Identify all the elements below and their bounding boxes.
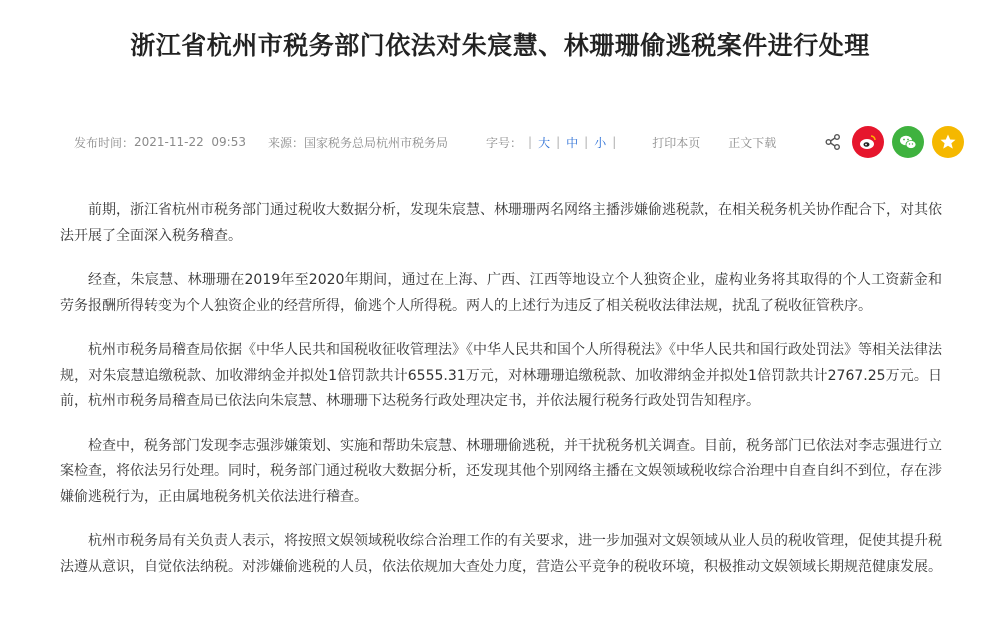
- divider: |: [612, 135, 617, 149]
- article-title: 浙江省杭州市税务部门依法对朱宸慧、林珊珊偷逃税案件进行处理: [130, 31, 870, 60]
- print-page-link[interactable]: 打印本页: [652, 135, 701, 150]
- source-label: 来源：: [267, 135, 304, 150]
- article-paragraph-4: 检查中，税务部门发现李志强涉嫌策划、实施和帮助朱宸慧、林珊珊偷逃税，并干扰税务机关调查。目前，税务部门已依法对李志强进行立案检查，将依法另行处理。同时，税务部门通过税收大数据分析，还发现其他个别网络主播在文娱领域税收综合治理中自查自纠不到位，存在涉嫌偷逃税行为，正由属地税务机关依法进行稽查。: [60, 437, 942, 505]
- font-size-selector: [486, 134, 622, 151]
- font-size-label: 字号：: [486, 135, 523, 150]
- article-paragraph-1: 前期，浙江省杭州市税务部门通过税收大数据分析，发现朱宸慧、林珊珊两名网络主播涉嫌偷逃税款，在相关税务机关协作配合下，对其依法开展了全面深入税务稽查。: [60, 202, 942, 244]
- star-icon[interactable]: [932, 126, 964, 158]
- source-name: 国家税务总局杭州市税务局: [303, 135, 448, 150]
- divider: |: [584, 135, 589, 149]
- font-size-small-button[interactable]: 小: [594, 135, 607, 150]
- article-paragraph-3: 杭州市税务局稽查局依据《中华人民共和国税收征收管理法》《中华人民共和国个人所得税法》《中华人民共和国行政处罚法》等相关法律法规，对朱宸慧追缴税款、加收滞纳金并拟处1倍罚款共计6555.31万元，对林珊珊追缴税款、加收滞纳金并拟处1倍罚款共计2767.25万元。日前，杭州市税务局稽查局已依法向朱宸慧、林珊珊下达税务行政处理决定书，并依法履行税务行政处罚告知程序。: [60, 342, 942, 409]
- divider: |: [556, 135, 561, 149]
- font-size-medium-button[interactable]: 中: [566, 135, 579, 150]
- divider: |: [528, 135, 533, 149]
- article-meta-bar: [74, 130, 776, 154]
- publish-time: 2021-11-22 09:53: [134, 135, 246, 149]
- share-icon[interactable]: [824, 133, 842, 151]
- download-text-link[interactable]: 正文下载: [728, 135, 777, 150]
- wechat-icon[interactable]: [892, 126, 924, 158]
- font-size-large-button[interactable]: 大: [538, 135, 551, 150]
- weibo-icon[interactable]: [852, 126, 884, 158]
- publish-time-label: 发布时间：: [74, 135, 135, 150]
- article-body: [60, 198, 942, 599]
- article-paragraph-2: 经查，朱宸慧、林珊珊在2019年至2020年期间，通过在上海、广西、江西等地设立个人独资企业，虚构业务将其取得的个人工资薪金和劳务报酬所得转变为个人独资企业的经营所得，偷逃个人所得税。两人的上述行为违反了相关税收法律法规，扰乱了税收征管秩序。: [60, 272, 942, 314]
- article-paragraph-5: 杭州市税务局有关负责人表示，将按照文娱领域税收综合治理工作的有关要求，进一步加强对文娱领域从业人员的税收管理，促使其提升税法遵从意识，自觉依法纳税。对涉嫌偷逃税的人员，依法依规加大查处力度，营造公平竞争的税收环境，积极推动文娱领域长期规范健康发展。: [60, 533, 942, 575]
- share-bar: [824, 126, 972, 158]
